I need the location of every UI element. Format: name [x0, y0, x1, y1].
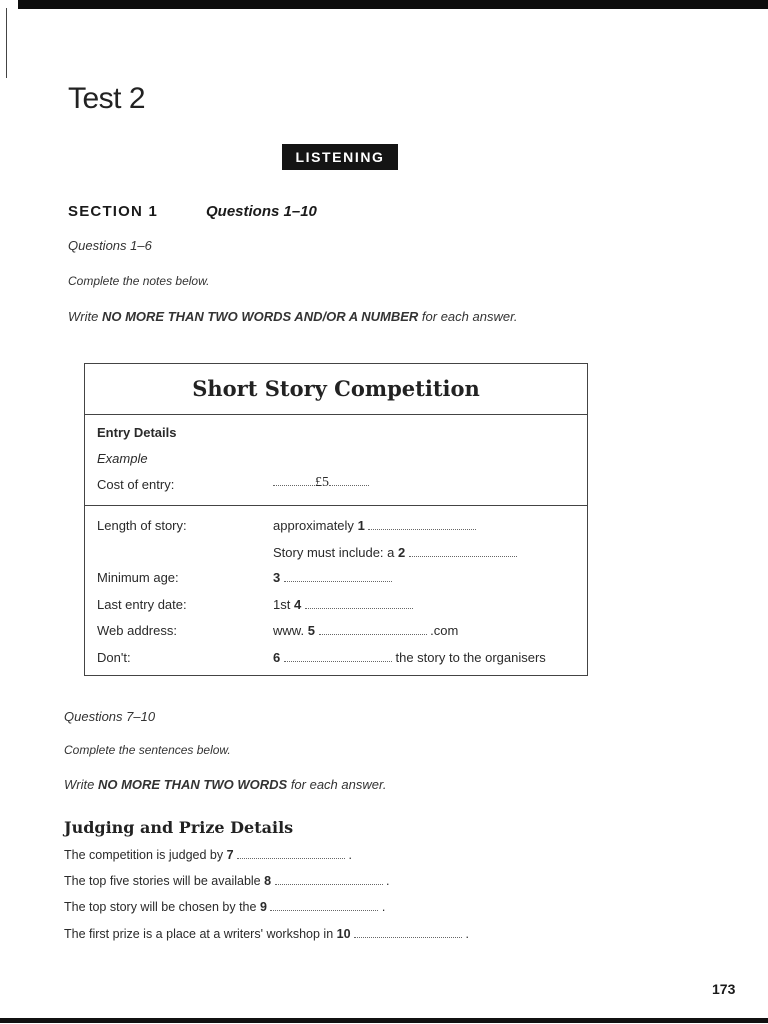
sentence-item — [64, 874, 390, 888]
row-suffix: the story to the organisers — [395, 650, 546, 665]
question-number: 2 — [398, 545, 406, 560]
notes-row-label: Last entry date: — [97, 597, 187, 612]
write-prefix: Write — [68, 309, 99, 324]
notes-row-answer — [273, 518, 476, 533]
question-number: 1 — [357, 518, 365, 533]
answer-blank-2[interactable] — [409, 546, 517, 557]
answer-blank-3[interactable] — [284, 571, 392, 582]
word-limit-bold: NO MORE THAN TWO WORDS AND/OR A NUMBER — [101, 309, 419, 324]
example-label: Example — [97, 451, 148, 466]
write-prefix: Write — [64, 777, 95, 792]
notes-row-answer — [273, 650, 546, 665]
questions-7-10-label: Questions 7–10 — [64, 709, 156, 724]
notes-row-answer — [273, 597, 413, 612]
notes-row-label: Minimum age: — [97, 570, 179, 585]
row-prefix: approximately — [273, 518, 354, 533]
word-limit-instruction-2 — [64, 777, 386, 792]
notes-row-answer — [273, 545, 517, 560]
answer-blank-10[interactable] — [354, 927, 462, 938]
cost-answer: £5 — [315, 475, 329, 490]
notes-row-label: Don't: — [97, 650, 131, 665]
question-number: 10 — [336, 927, 351, 941]
sentence-text: The competition is judged by — [64, 848, 224, 862]
section-header — [68, 203, 317, 220]
sentence-end: . — [381, 900, 386, 914]
judging-heading: Judging and Prize Details — [64, 818, 294, 837]
scan-edge-line — [6, 8, 7, 78]
notes-divider — [85, 505, 587, 506]
answer-blank — [273, 475, 315, 486]
question-number: 7 — [226, 848, 234, 862]
listening-badge: LISTENING — [282, 144, 398, 170]
write-suffix: for each answer. — [421, 309, 518, 324]
sentence-end: . — [386, 874, 390, 888]
sentence-end: . — [348, 848, 353, 862]
notes-instruction: Complete the notes below. — [68, 274, 210, 288]
cost-label: Cost of entry: — [97, 477, 175, 492]
notes-row-answer — [273, 570, 392, 585]
question-number: 5 — [307, 623, 315, 638]
notes-row-label: Length of story: — [97, 518, 187, 533]
sentence-item — [64, 900, 385, 914]
sentence-item — [64, 848, 352, 862]
answer-blank — [329, 475, 369, 486]
notes-table — [84, 363, 588, 676]
section-label: SECTION 1 — [68, 203, 158, 220]
row-prefix: www. — [273, 623, 305, 638]
page-title: Test 2 — [68, 82, 146, 115]
answer-blank-8[interactable] — [275, 874, 383, 885]
notes-row-answer — [273, 623, 458, 638]
bottom-edge-bar — [0, 1018, 768, 1023]
row-prefix: Story must include: a — [273, 545, 395, 560]
answer-blank-6[interactable] — [284, 651, 392, 662]
notes-title: Short Story Competition — [85, 364, 587, 415]
question-number: 8 — [264, 874, 272, 888]
question-number: 3 — [273, 570, 281, 585]
entry-details-heading: Entry Details — [97, 425, 177, 440]
word-limit-instruction — [68, 309, 518, 324]
answer-blank-5[interactable] — [319, 624, 427, 635]
questions-1-6-label: Questions 1–6 — [68, 238, 152, 253]
answer-blank-7[interactable] — [237, 848, 345, 859]
row-suffix: .com — [430, 623, 459, 638]
write-suffix: for each answer. — [290, 777, 387, 792]
word-limit-bold: NO MORE THAN TWO WORDS — [97, 777, 288, 792]
notes-row-label: Web address: — [97, 623, 177, 638]
top-edge-bar — [18, 0, 768, 9]
answer-blank-9[interactable] — [270, 900, 378, 911]
sentence-text: The first prize is a place at a writers' workshop in — [64, 927, 334, 941]
sentence-text: The top five stories will be available — [64, 874, 261, 888]
sentences-instruction: Complete the sentences below. — [64, 743, 231, 757]
page-number: 173 — [712, 981, 736, 997]
answer-blank-4[interactable] — [305, 598, 413, 609]
question-number: 6 — [273, 650, 281, 665]
section-questions: Questions 1–10 — [206, 203, 317, 220]
sentence-text: The top story will be chosen by the — [64, 900, 257, 914]
question-number: 4 — [293, 597, 302, 612]
answer-blank-1[interactable] — [368, 519, 476, 530]
cost-answer-line — [273, 474, 369, 491]
question-number: 9 — [259, 900, 267, 914]
sentence-end: . — [465, 927, 469, 941]
row-prefix: 1st — [273, 597, 291, 612]
sentence-item — [64, 927, 469, 941]
